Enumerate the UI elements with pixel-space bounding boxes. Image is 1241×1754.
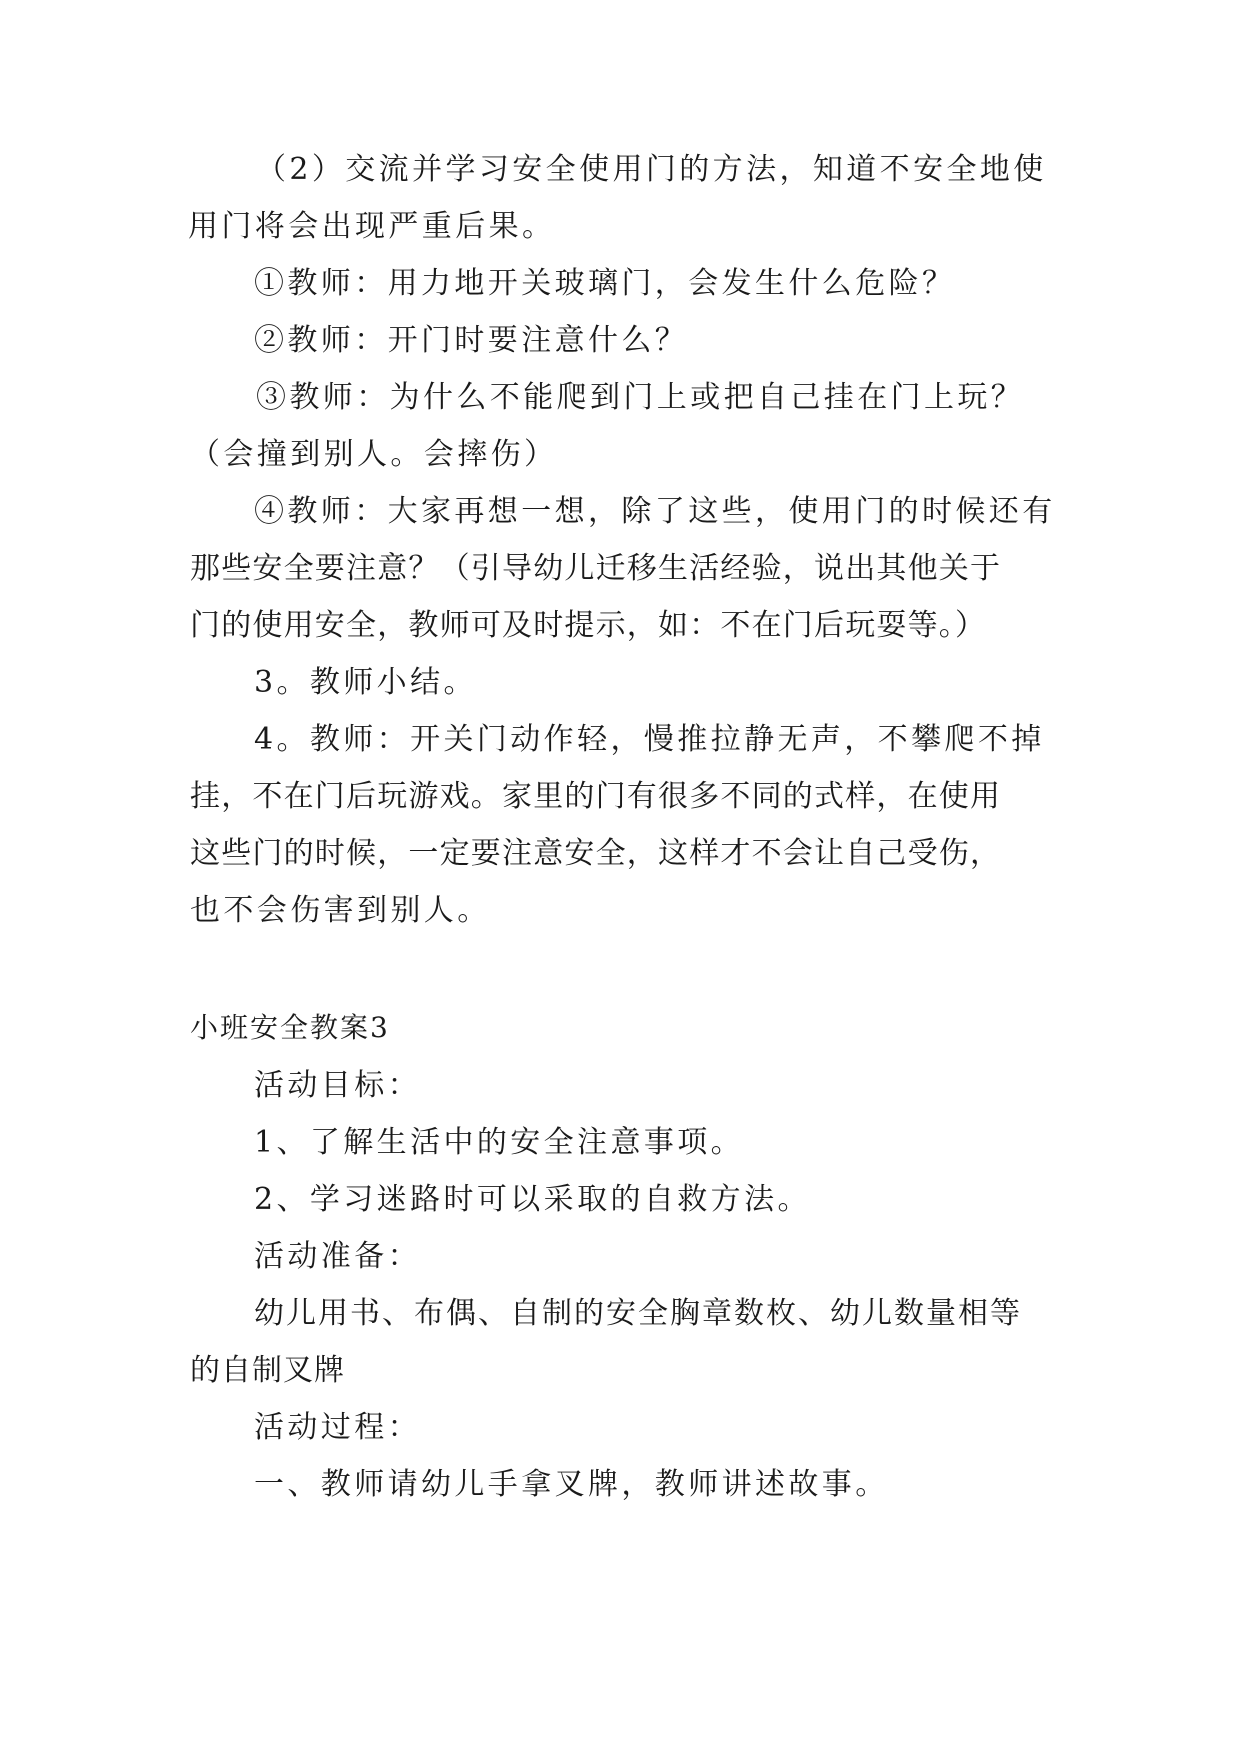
text-line: 3。教师小结。	[254, 665, 477, 700]
text-line: 幼儿用书、布偶、自制的安全胸章数枚、幼儿数量相等	[254, 1296, 1022, 1331]
text-line: 的自制叉牌	[190, 1353, 345, 1388]
text-line: 活动准备：	[254, 1239, 421, 1274]
text-line: 2、学习迷路时可以采取的自救方法。	[254, 1182, 811, 1217]
text-line: 1、了解生活中的安全注意事项。	[254, 1125, 745, 1160]
text-line: ①教师：用力地开关玻璃门，会发生什么危险？	[254, 266, 956, 301]
text-line: 活动目标：	[254, 1068, 421, 1103]
text-line: ②教师：开门时要注意什么？	[254, 323, 689, 358]
text-line: ④教师：大家再想一想，除了这些，使用门的时候还有	[254, 494, 1056, 529]
text-line: 一、教师请幼儿手拿叉牌，教师讲述故事。	[254, 1467, 889, 1502]
text-line: 活动过程：	[254, 1410, 421, 1445]
text-line: 4。教师：开关门动作轻，慢推拉静无声，不攀爬不掉	[254, 722, 1045, 757]
section-heading: 小班安全教案3	[190, 1011, 390, 1044]
text-line: 也不会伤害到别人。	[190, 893, 491, 928]
text-line: 这些门的时候，一定要注意安全，这样才不会让自己受伤，	[190, 836, 1002, 871]
text-line: （2）交流并学习安全使用门的方法，知道不安全地使	[256, 152, 1047, 187]
text-line: 挂，不在门后玩游戏。家里的门有很多不同的式样，在使用	[190, 779, 1002, 814]
text-line: 用门将会出现严重后果。	[188, 209, 556, 244]
text-line: （会撞到别人。会摔伤）	[190, 437, 558, 472]
text-line: 那些安全要注意？（引导幼儿迁移生活经验，说出其他关于	[190, 551, 1002, 586]
text-line: ③教师：为什么不能爬到门上或把自己挂在门上玩？	[256, 380, 1025, 415]
text-line: 门的使用安全，教师可及时提示，如：不在门后玩耍等。）	[190, 608, 987, 643]
